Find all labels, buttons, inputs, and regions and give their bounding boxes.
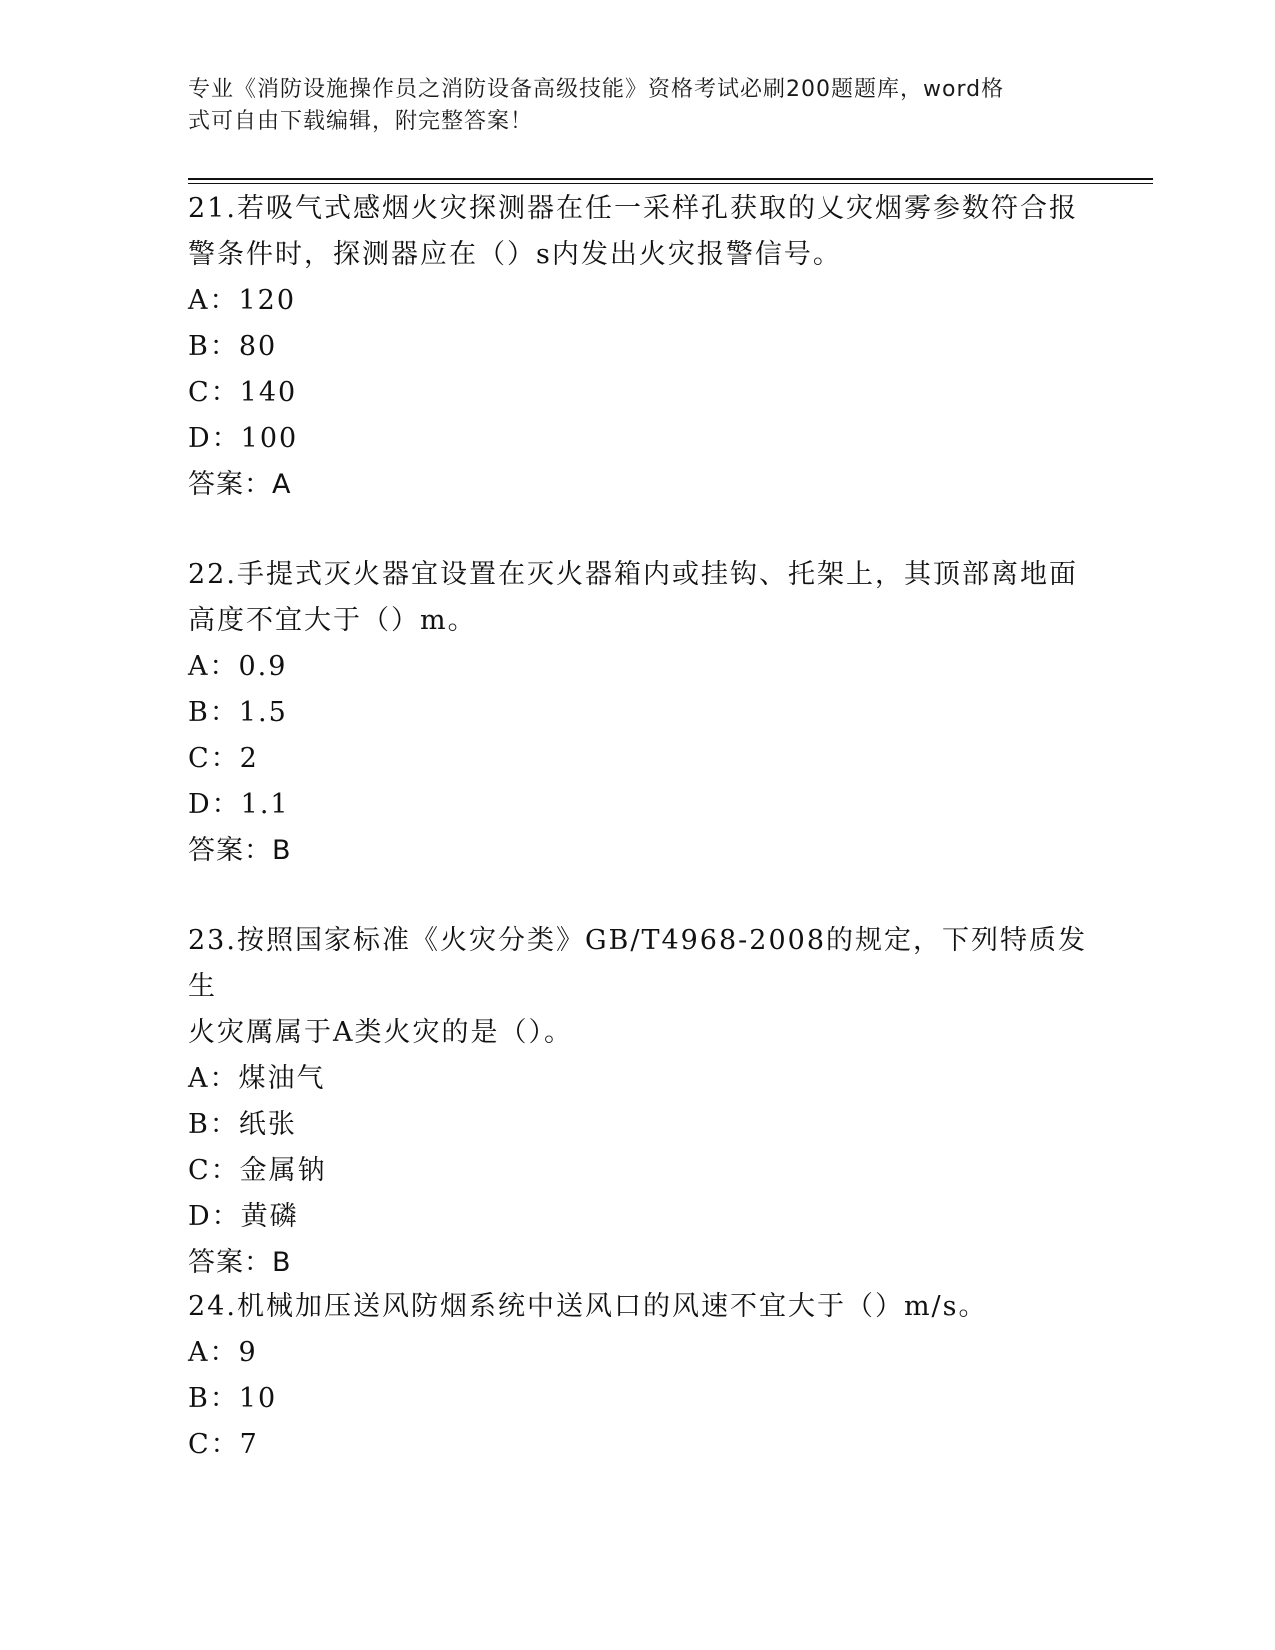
option-d: D：100 <box>188 423 299 454</box>
question-stem-line: 23.按照国家标准《火灾分类》GB/T4968-2008的规定，下列特质发生 <box>188 925 1088 1002</box>
option-c: C：140 <box>188 377 298 408</box>
answer: 答案：B <box>188 1247 292 1278</box>
header-line-2: 式可自由下载编辑，附完整答案！ <box>188 109 534 134</box>
question-stem-line: 警条件时，探测器应在（）s内发出火灾报警信号。 <box>188 239 842 270</box>
question-22 <box>188 552 1088 874</box>
option-b: B：1.5 <box>188 697 288 728</box>
question-stem-line: 24.机械加压送风防烟系统中送风口的风速不宜大于（）m/s。 <box>188 1291 988 1322</box>
option-b: B：80 <box>188 331 278 362</box>
question-stem-line: 火灾厲属于A类火灾的是（）。 <box>188 1017 573 1048</box>
answer: 答案：A <box>188 469 292 500</box>
question-24 <box>188 1284 1088 1468</box>
question-21 <box>188 186 1088 508</box>
option-a: A：9 <box>188 1337 258 1368</box>
option-d: D：1.1 <box>188 789 290 820</box>
question-stem-line: 21.若吸气式感烟火灾探测器在任一采样孔获取的乂灾烟雾参数符合报 <box>188 193 1078 224</box>
option-c: C：金属钠 <box>188 1155 327 1186</box>
option-c: C：2 <box>188 743 259 774</box>
header-divider-thick <box>188 178 1153 180</box>
option-d: D：黄磷 <box>188 1201 299 1232</box>
answer: 答案：B <box>188 835 292 866</box>
option-c: C：7 <box>188 1429 259 1460</box>
option-b: B：纸张 <box>188 1109 297 1140</box>
page-header <box>188 74 1068 138</box>
question-stem-line: 22.手提式灭火器宜设置在灭火器箱内或挂钩、托架上，其顶部离地面 <box>188 559 1078 590</box>
option-b: B：10 <box>188 1383 278 1414</box>
question-23 <box>188 918 1088 1286</box>
option-a: A：0.9 <box>188 651 288 682</box>
option-a: A：煤油气 <box>188 1063 326 1094</box>
question-stem-line: 高度不宜大于（）m。 <box>188 605 477 636</box>
header-line-1: 专业《消防设施操作员之消防设备高级技能》资格考试必刷200题题库，word格 <box>188 77 1005 102</box>
option-a: A：120 <box>188 285 297 316</box>
header-divider-thin <box>188 183 1153 184</box>
